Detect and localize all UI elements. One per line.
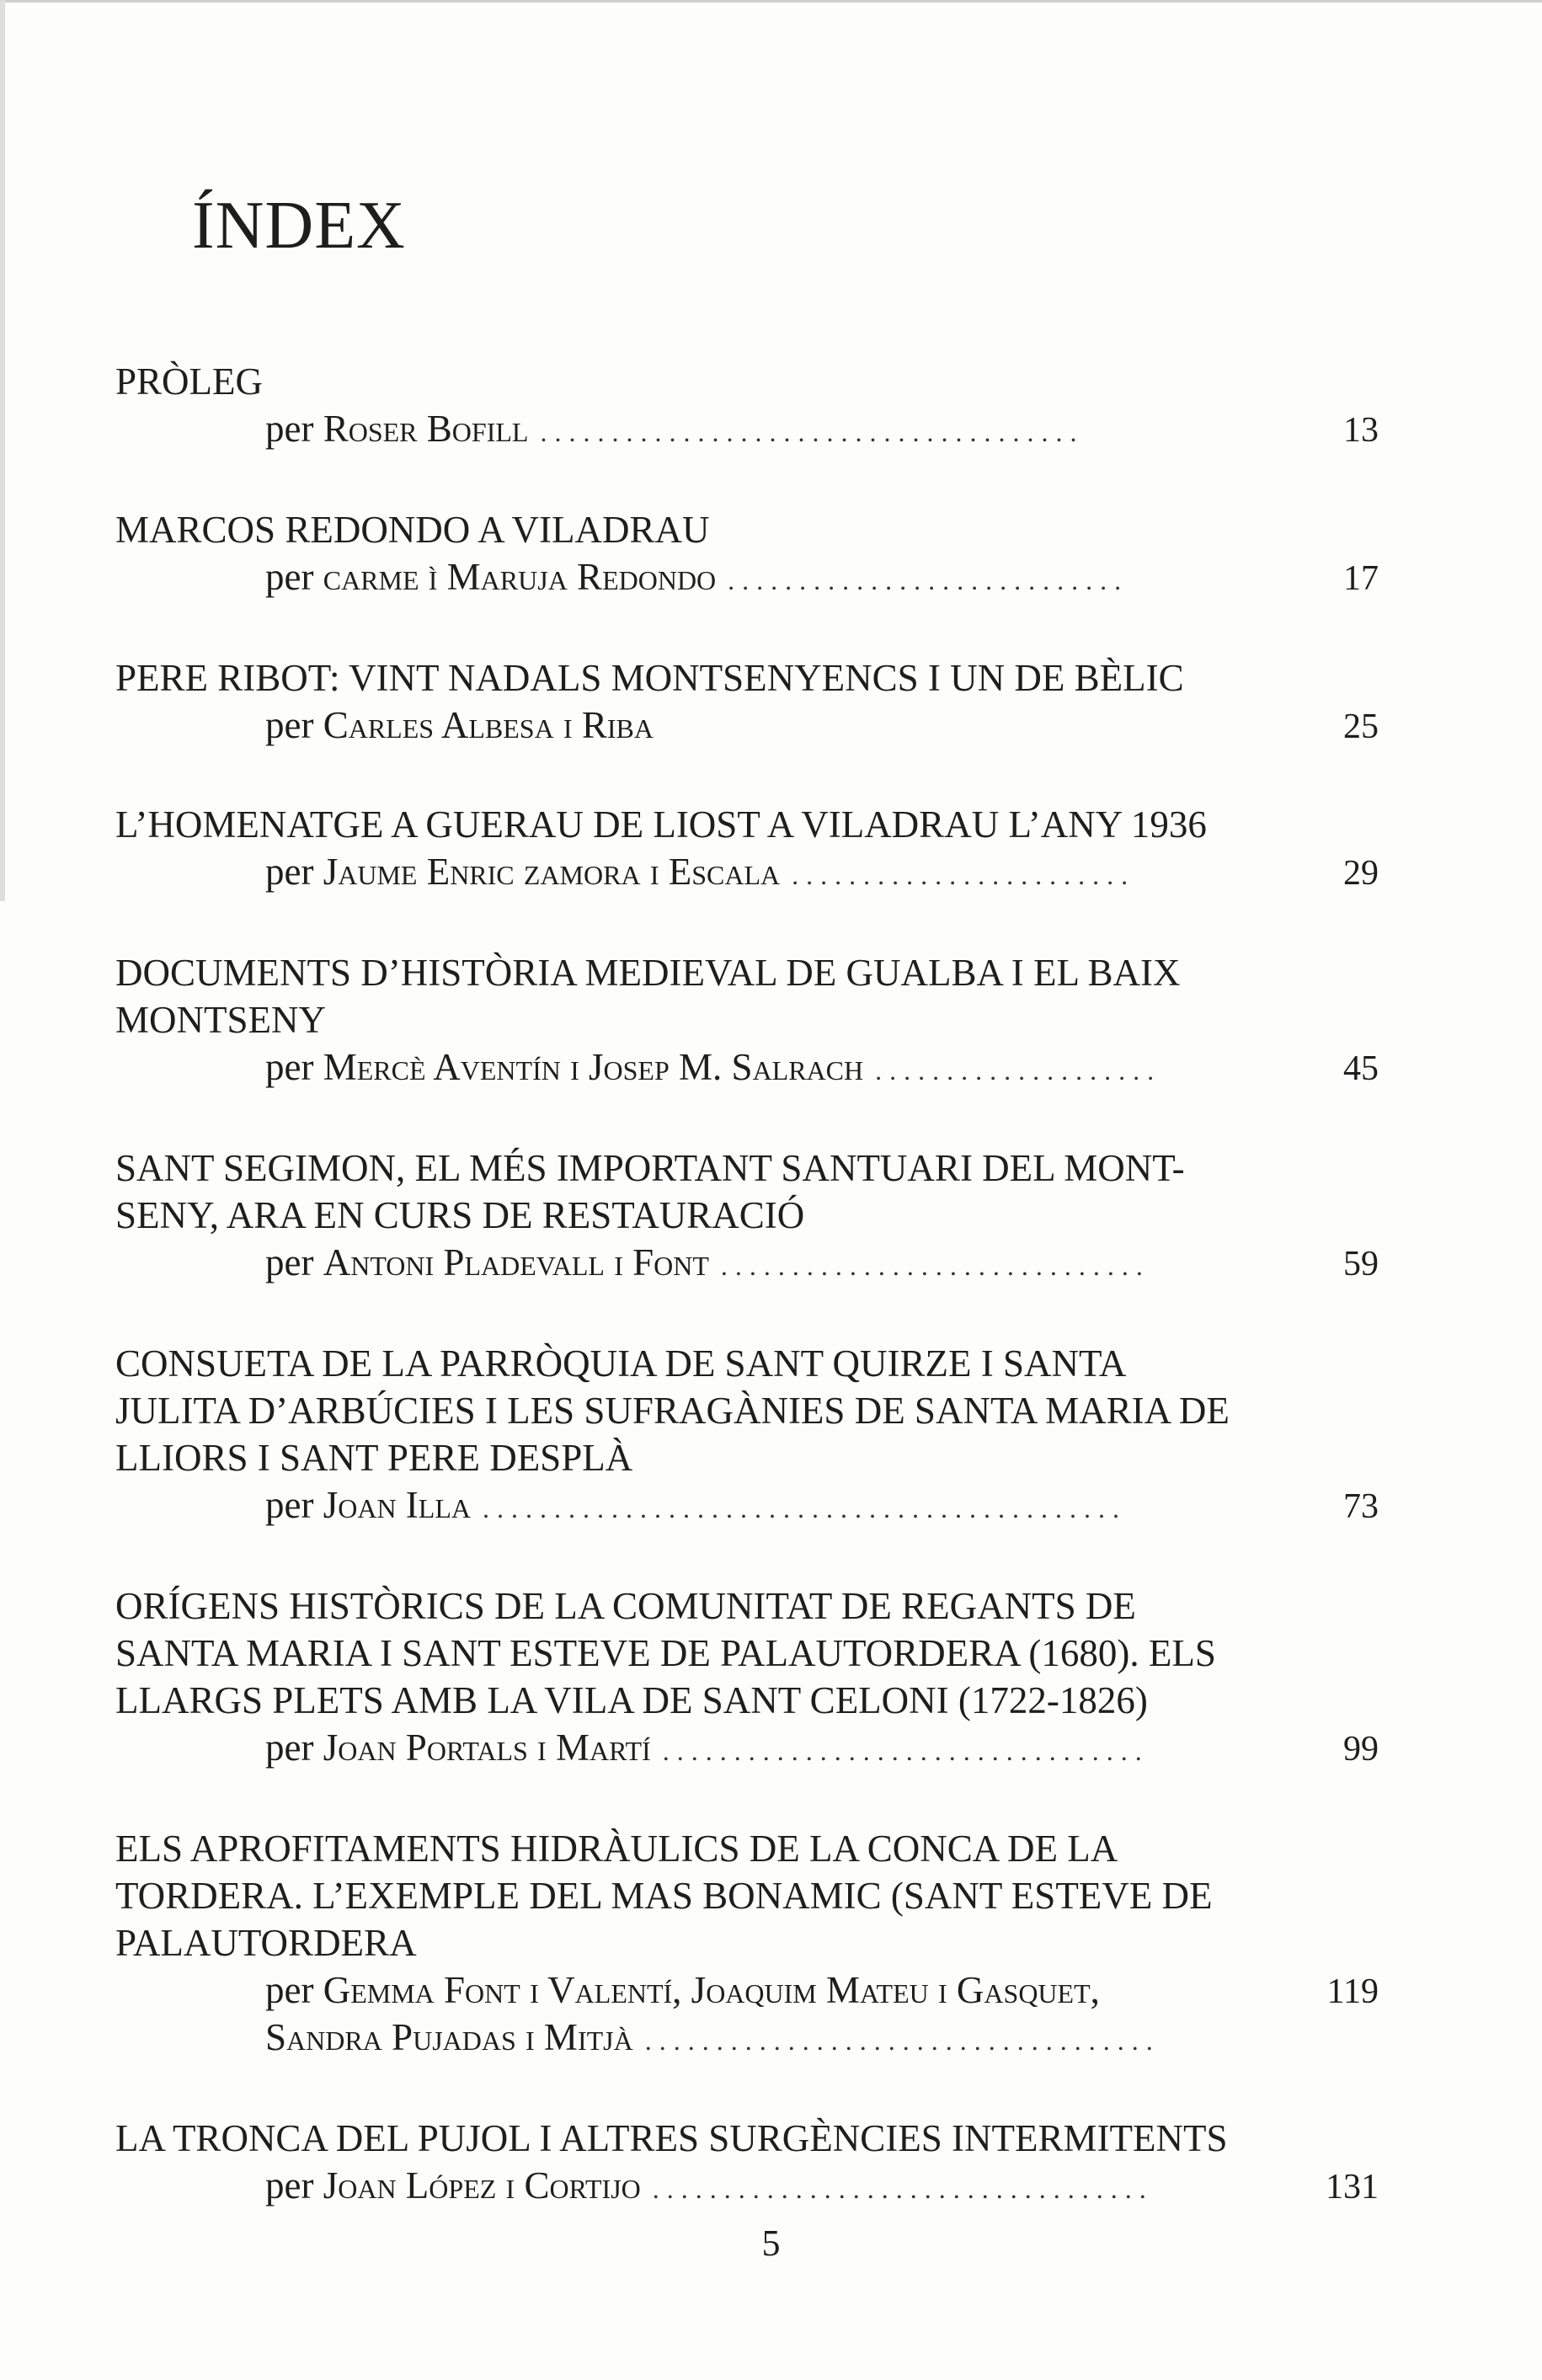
toc-entry: [115, 1825, 1379, 2064]
entry-author: per Joan Illa: [265, 1484, 471, 1526]
author-block: [265, 1724, 1235, 1774]
author-line: [265, 2014, 1235, 2064]
author-name: Joan López i Cortijo: [323, 2164, 641, 2207]
entry-author: per Roser Bofill: [265, 408, 529, 450]
author-name: carme ì Maruja Redondo: [323, 556, 717, 598]
entry-author: per Mercè Aventín i Josep M. Salrach: [265, 1046, 864, 1088]
author-block: [265, 848, 1235, 899]
author-line: [265, 1043, 1235, 1094]
toc-entry: [115, 654, 1379, 750]
entry-title: L’HOMENATGE A GUERAU DE LIOST A VILADRAU L’ANY 1936: [115, 803, 1207, 846]
toc-entry: [115, 949, 1379, 1094]
author-name: Antoni Pladevall i Font: [323, 1241, 709, 1283]
scan-left-edge: [0, 0, 5, 901]
entry-author-row: [115, 702, 1379, 750]
dot-leader: ........................: [792, 860, 1136, 890]
entry-page-number: 119: [1326, 1972, 1379, 2011]
author-line: [265, 1239, 1235, 1289]
entry-author: [265, 2014, 633, 2061]
author-line: [265, 2162, 1235, 2212]
author-name: Gemma Font i Valentí, Joaquim Mateu i Gasquet,: [323, 1969, 1100, 2011]
author-block: [265, 1239, 1235, 1289]
author-block: [265, 1043, 1235, 1094]
entry-title: PRÒLEG: [115, 360, 264, 403]
entry-author-row: [115, 1724, 1379, 1774]
author-block: [265, 702, 1235, 749]
page-number: 5: [761, 2223, 781, 2264]
author-name: Jaume Enric zamora i Escala: [323, 851, 781, 893]
toc-entry: [115, 1145, 1379, 1289]
author-name: Roser Bofill: [323, 408, 529, 450]
author-line: [265, 1724, 1235, 1774]
author-name: Joan Portals i Martí: [323, 1726, 651, 1769]
author-line: [265, 405, 1235, 456]
author-name: Sandra Pujadas i Mitjà: [265, 2016, 633, 2058]
entry-title: ELS APROFITAMENTS HIDRÀULICS DE LA CONCA DE LA TORDERA. L’EXEMPLE DEL MAS BONAMIC (SANT ESTEVE DE PALAUTORDERA: [115, 1828, 1213, 1964]
dot-leader: ...................................: [652, 2174, 1154, 2204]
dot-leader: ....................: [875, 1055, 1162, 1086]
author-block: [265, 1966, 1235, 2064]
entry-author-row: [115, 405, 1379, 456]
entry-title: DOCUMENTS D’HISTÒRIA MEDIEVAL DE GUALBA I EL BAIX MONTSENY: [115, 952, 1181, 1041]
entry-author: per Gemma Font i Valentí, Joaquim Mateu i Gasquet,: [265, 1969, 1100, 2011]
toc-entry: [115, 506, 1379, 604]
entry-title: SANT SEGIMON, EL MÉS IMPORTANT SANTUARI DEL MONT-SENY, ARA EN CURS DE RESTAURACIÓ: [115, 1147, 1185, 1236]
toc-entry: [115, 801, 1379, 899]
toc-entry: [115, 1340, 1379, 1532]
author-line: [265, 848, 1235, 899]
entry-author-row: [115, 1966, 1379, 2064]
toc-entry: [115, 358, 1379, 456]
page-title: ÍNDEX: [192, 189, 406, 263]
author-name: Joan Illa: [323, 1484, 471, 1526]
entry-author: per carme ì Maruja Redondo: [265, 556, 717, 598]
entry-page-number: 73: [1343, 1487, 1379, 1526]
entry-page-number: 131: [1326, 2168, 1379, 2207]
entry-page-number: 25: [1343, 707, 1379, 746]
entry-title: PERE RIBOT: VINT NADALS MONTSENYENCS I UN DE BÈLIC: [115, 657, 1184, 699]
author-block: [265, 553, 1235, 604]
entry-author-row: [115, 553, 1379, 604]
toc-entry: [115, 2115, 1379, 2212]
entry-page-number: 17: [1343, 559, 1379, 598]
entry-title: MARCOS REDONDO A VILADRAU: [115, 509, 710, 551]
author-block: [265, 2162, 1235, 2212]
scan-top-edge: [0, 0, 1542, 3]
entry-author: per Jaume Enric zamora i Escala: [265, 851, 781, 893]
dot-leader: ............................: [728, 565, 1129, 595]
author-name: Mercè Aventín i Josep M. Salrach: [323, 1046, 864, 1088]
entry-title: ORÍGENS HISTÒRICS DE LA COMUNITAT DE REGANTS DE SANTA MARIA I SANT ESTEVE DE PALAUTORDERA (1680). ELS LLARGS PLETS AMB LA VILA DE SANT CELONI (1722-1826): [115, 1585, 1216, 1721]
author-line: [265, 702, 1235, 749]
author-line: [265, 1966, 1235, 2014]
dot-leader: ......................................: [540, 417, 1085, 447]
entry-author-row: [115, 1481, 1379, 1532]
entry-page-number: 99: [1343, 1730, 1379, 1769]
dot-leader: ....................................: [644, 2025, 1161, 2056]
author-line: [265, 553, 1235, 604]
dot-leader: .............................................: [483, 1493, 1127, 1524]
entry-author-row: [115, 1239, 1379, 1289]
entry-page-number: 29: [1343, 854, 1379, 893]
entry-author: per Antoni Pladevall i Font: [265, 1241, 709, 1283]
entry-title: CONSUETA DE LA PARRÒQUIA DE SANT QUIRZE I SANTA JULITA D’ARBÚCIES I LES SUFRAGÀNIES DE SANTA MARIA DE LLIORS I SANT PERE DESPLÀ: [115, 1342, 1230, 1479]
entry-page-number: 45: [1343, 1049, 1379, 1088]
entry-author-row: [115, 848, 1379, 899]
entry-page-number: 59: [1343, 1245, 1379, 1283]
entry-author: per Joan López i Cortijo: [265, 2164, 641, 2207]
author-name: Carles Albesa i Riba: [323, 704, 654, 746]
toc-entry: [115, 1582, 1379, 1774]
author-block: [265, 1481, 1235, 1532]
table-of-contents: [115, 358, 1379, 2263]
entry-author: per Joan Portals i Martí: [265, 1726, 651, 1769]
entry-title: LA TRONCA DEL PUJOL I ALTRES SURGÈNCIES INTERMITENTS: [115, 2117, 1228, 2159]
entry-author: per Carles Albesa i Riba: [265, 704, 654, 746]
author-line: [265, 1481, 1235, 1532]
entry-author-row: [115, 2162, 1379, 2212]
dot-leader: ..................................: [662, 1736, 1150, 1766]
dot-leader: ..............................: [720, 1251, 1150, 1281]
author-block: [265, 405, 1235, 456]
entry-author-row: [115, 1043, 1379, 1094]
entry-page-number: 13: [1343, 411, 1379, 450]
